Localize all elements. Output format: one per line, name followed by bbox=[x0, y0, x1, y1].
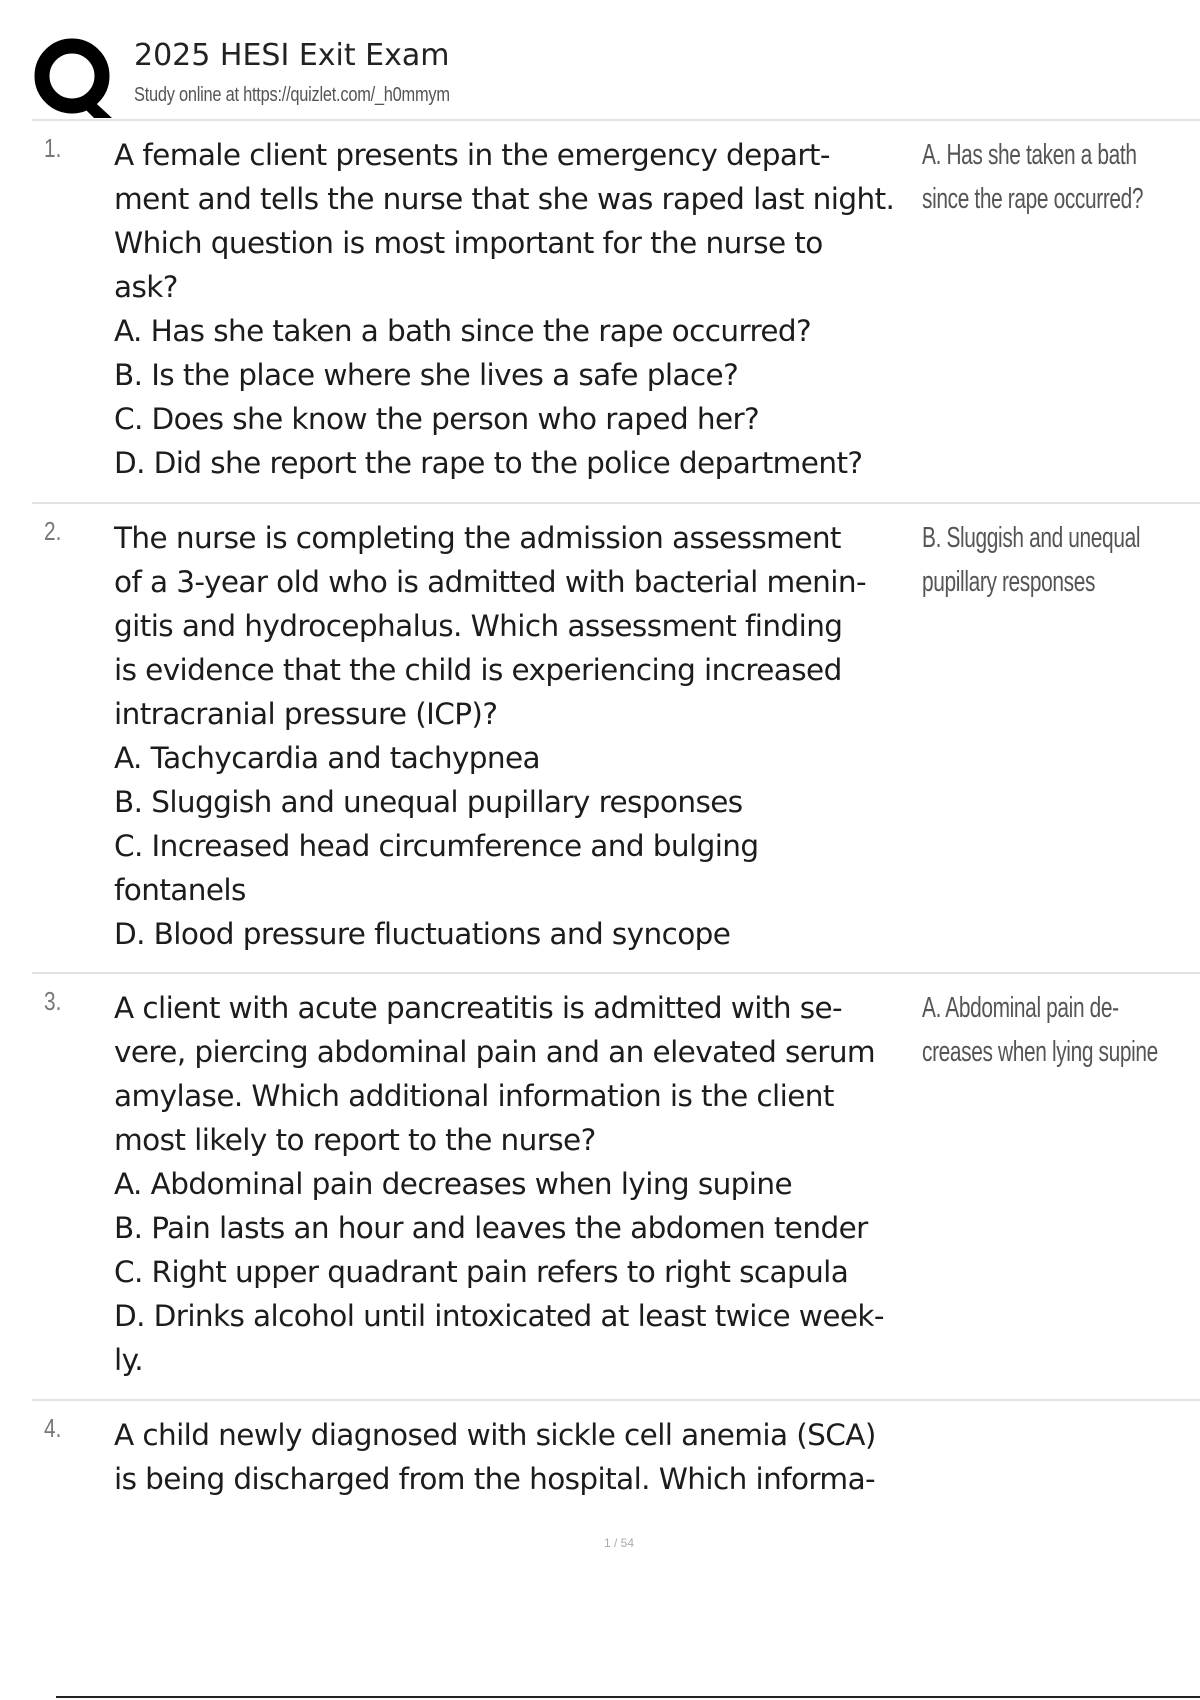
option-b: B. Sluggish and unequal pupillary responses bbox=[114, 785, 743, 819]
card-number: 1. bbox=[44, 133, 62, 163]
question-line: gitis and hydrocephalus. Which assessment finding bbox=[114, 609, 843, 643]
answer-line: pupillary responses bbox=[922, 566, 1096, 598]
option-d: D. Drinks alcohol until intoxicated at least twice week- bbox=[114, 1299, 884, 1333]
answer-line: B. Sluggish and unequal bbox=[922, 522, 1141, 554]
question-line: ask? bbox=[114, 270, 178, 304]
option-d: ly. bbox=[114, 1343, 144, 1377]
option-b: B. Pain lasts an hour and leaves the abdomen tender bbox=[114, 1211, 868, 1245]
option-a: A. Abdominal pain decreases when lying supine bbox=[114, 1167, 793, 1201]
option-c: C. Right upper quadrant pain refers to right scapula bbox=[114, 1255, 849, 1289]
page-number: 1 / 54 bbox=[604, 1536, 635, 1550]
divider bbox=[32, 502, 1200, 504]
answer-text bbox=[922, 516, 1200, 604]
question-line: Which question is most important for the nurse to bbox=[114, 226, 823, 260]
card-number: 3. bbox=[44, 986, 62, 1016]
question-line: of a 3-year old who is admitted with bacterial menin- bbox=[114, 565, 867, 599]
answer-text bbox=[922, 986, 1200, 1074]
question-line: A client with acute pancreatitis is admitted with se- bbox=[114, 991, 843, 1025]
bottom-border bbox=[56, 1696, 1200, 1698]
option-a: A. Has she taken a bath since the rape occurred? bbox=[114, 314, 812, 348]
question-line: ment and tells the nurse that she was raped last night. bbox=[114, 182, 895, 216]
answer-line: A. Has she taken a bath bbox=[922, 139, 1137, 171]
question-text bbox=[114, 986, 954, 1382]
question-line: most likely to report to the nurse? bbox=[114, 1123, 596, 1157]
option-c: C. Does she know the person who raped her? bbox=[114, 402, 760, 436]
question-text bbox=[114, 133, 954, 485]
page-title: 2025 HESI Exit Exam bbox=[134, 38, 450, 73]
option-c: fontanels bbox=[114, 873, 246, 907]
question-line: is evidence that the child is experiencing increased bbox=[114, 653, 842, 687]
answer-line: since the rape occurred? bbox=[922, 183, 1144, 215]
option-b: B. Is the place where she lives a safe place? bbox=[114, 358, 739, 392]
question-line: intracranial pressure (ICP)? bbox=[114, 697, 498, 731]
divider bbox=[32, 972, 1200, 974]
quizlet-logo-icon bbox=[34, 38, 116, 120]
option-a: A. Tachycardia and tachypnea bbox=[114, 741, 541, 775]
page-header bbox=[32, 32, 1197, 120]
card-number: 4. bbox=[44, 1413, 62, 1443]
question-text bbox=[114, 1413, 954, 1501]
question-line: vere, piercing abdominal pain and an elevated serum bbox=[114, 1035, 876, 1069]
option-c: C. Increased head circumference and bulging bbox=[114, 829, 759, 863]
option-d: D. Blood pressure fluctuations and syncope bbox=[114, 917, 731, 951]
question-line: is being discharged from the hospital. Which informa- bbox=[114, 1462, 876, 1496]
question-line: A child newly diagnosed with sickle cell anemia (SCA) bbox=[114, 1418, 876, 1452]
card-number: 2. bbox=[44, 516, 62, 546]
answer-line: creases when lying supine bbox=[922, 1036, 1158, 1068]
question-text bbox=[114, 516, 954, 956]
answer-text bbox=[922, 133, 1200, 221]
answer-line: A. Abdominal pain de- bbox=[922, 992, 1119, 1024]
divider bbox=[32, 1399, 1200, 1401]
option-d: D. Did she report the rape to the police department? bbox=[114, 446, 863, 480]
question-line: A female client presents in the emergency depart- bbox=[114, 138, 830, 172]
question-line: The nurse is completing the admission assessment bbox=[114, 521, 841, 555]
divider bbox=[32, 119, 1200, 121]
question-line: amylase. Which additional information is the client bbox=[114, 1079, 834, 1113]
study-link[interactable]: Study online at https://quizlet.com/_h0mmym bbox=[134, 84, 450, 106]
